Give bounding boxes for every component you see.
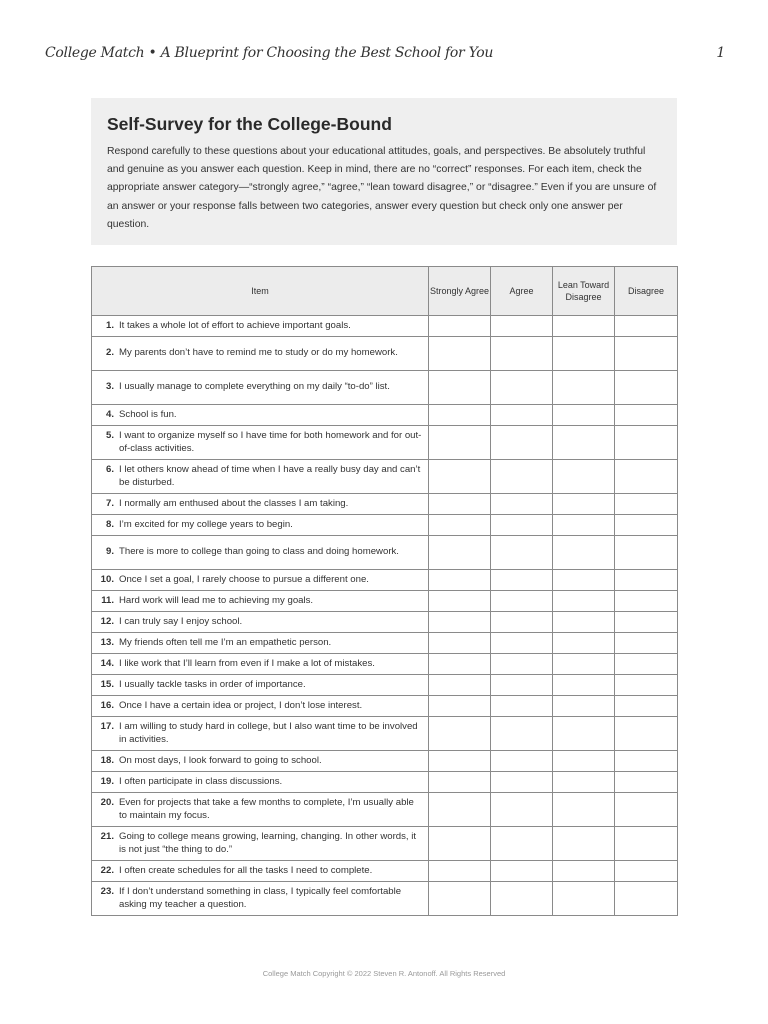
item-number: 10. (100, 573, 114, 585)
table-row (92, 426, 678, 460)
answer-cell-strongly-agree[interactable] (429, 515, 491, 536)
table-body (92, 316, 678, 916)
answer-cell-agree[interactable] (491, 633, 553, 654)
answer-cell-strongly-agree[interactable] (429, 772, 491, 793)
answer-cell-disagree[interactable] (615, 861, 678, 882)
table-row (92, 371, 678, 405)
answer-cell-agree[interactable] (491, 793, 553, 827)
answer-cell-lean-toward-disagree[interactable] (553, 612, 615, 633)
table-row (92, 793, 678, 827)
answer-cell-lean-toward-disagree[interactable] (553, 717, 615, 751)
header-disagree: Disagree (615, 267, 678, 316)
answer-cell-lean-toward-disagree[interactable] (553, 827, 615, 861)
answer-cell-lean-toward-disagree[interactable] (553, 570, 615, 591)
item-cell (92, 654, 429, 675)
answer-cell-strongly-agree[interactable] (429, 460, 491, 494)
table-row (92, 460, 678, 494)
item-text: I like work that I’ll learn from even if I make a lot of mistakes. (119, 657, 375, 669)
answer-cell-lean-toward-disagree[interactable] (553, 337, 615, 371)
book-title: College Match • A Blueprint for Choosing the Best School for You (45, 45, 494, 61)
copyright-footer: College Match Copyright © 2022 Steven R. Antonoff. All Rights Reserved (262, 969, 506, 978)
item-text: Once I have a certain idea or project, I don’t lose interest. (119, 699, 363, 711)
item-number: 13. (100, 636, 114, 648)
item-text: School is fun. (119, 408, 177, 420)
item-text: It takes a whole lot of effort to achieve important goals. (119, 319, 351, 331)
item-text: My parents don’t have to remind me to study or do my homework. (119, 347, 398, 359)
running-head (45, 45, 725, 65)
table-row (92, 675, 678, 696)
item-cell (92, 751, 429, 772)
answer-cell-disagree[interactable] (615, 675, 678, 696)
answer-cell-strongly-agree[interactable] (429, 696, 491, 717)
item-cell (92, 460, 429, 494)
answer-cell-disagree[interactable] (615, 633, 678, 654)
item-number: 18. (100, 754, 114, 766)
answer-cell-lean-toward-disagree[interactable] (553, 591, 615, 612)
item-text: There is more to college than going to class and doing homework. (119, 546, 399, 558)
item-cell (92, 861, 429, 882)
answer-cell-agree[interactable] (491, 337, 553, 371)
table-header-row (92, 267, 678, 316)
answer-cell-lean-toward-disagree[interactable] (553, 316, 615, 337)
answer-cell-disagree[interactable] (615, 494, 678, 515)
table-row (92, 772, 678, 793)
answer-cell-agree[interactable] (491, 405, 553, 426)
answer-cell-strongly-agree[interactable] (429, 751, 491, 772)
answer-cell-disagree[interactable] (615, 882, 678, 916)
answer-cell-disagree[interactable] (615, 654, 678, 675)
item-cell (92, 371, 429, 405)
item-number: 21. (100, 831, 114, 842)
answer-cell-strongly-agree[interactable] (429, 793, 491, 827)
item-number: 4. (105, 408, 114, 420)
item-number: 15. (100, 678, 114, 690)
answer-cell-strongly-agree[interactable] (429, 654, 491, 675)
answer-cell-disagree[interactable] (615, 515, 678, 536)
table-row (92, 751, 678, 772)
item-cell (92, 717, 429, 751)
answer-cell-disagree[interactable] (615, 772, 678, 793)
answer-cell-lean-toward-disagree[interactable] (553, 772, 615, 793)
table-row (92, 717, 678, 751)
survey-table (91, 266, 678, 916)
item-text: I am willing to study hard in college, but I also want time to be involved in activities. (119, 721, 418, 745)
item-cell (92, 337, 429, 371)
answer-cell-lean-toward-disagree[interactable] (553, 405, 615, 426)
answer-cell-lean-toward-disagree[interactable] (553, 426, 615, 460)
item-number: 9. (105, 546, 114, 558)
table-row (92, 494, 678, 515)
answer-cell-lean-toward-disagree[interactable] (553, 371, 615, 405)
answer-cell-agree[interactable] (491, 654, 553, 675)
answer-cell-strongly-agree[interactable] (429, 536, 491, 570)
answer-cell-lean-toward-disagree[interactable] (553, 793, 615, 827)
table-row (92, 337, 678, 371)
item-text: Going to college means growing, learning, changing. In other words, it is not just “the thing to do.” (119, 831, 417, 855)
table-row (92, 827, 678, 861)
answer-cell-strongly-agree[interactable] (429, 494, 491, 515)
item-text: Once I set a goal, I rarely choose to pursue a different one. (119, 573, 369, 585)
table-row (92, 316, 678, 337)
table-row (92, 882, 678, 916)
answer-cell-strongly-agree[interactable] (429, 405, 491, 426)
answer-cell-disagree[interactable] (615, 827, 678, 861)
answer-cell-agree[interactable] (491, 316, 553, 337)
answer-cell-disagree[interactable] (615, 460, 678, 494)
table-row (92, 591, 678, 612)
item-cell (92, 570, 429, 591)
item-cell (92, 591, 429, 612)
answer-cell-disagree[interactable] (615, 426, 678, 460)
item-text: I often participate in class discussions. (119, 775, 283, 787)
answer-cell-lean-toward-disagree[interactable] (553, 460, 615, 494)
table-row (92, 612, 678, 633)
item-cell (92, 426, 429, 460)
page-number: 1 (716, 45, 725, 61)
answer-cell-agree[interactable] (491, 494, 553, 515)
answer-cell-strongly-agree[interactable] (429, 717, 491, 751)
item-text: On most days, I look forward to going to school. (119, 754, 322, 766)
item-number: 16. (100, 699, 114, 711)
survey-instructions: Respond carefully to these questions about your educational attitudes, goals, and perspectives. Be absolutely truthful and genuine as you answer each question. Keep in mind, there are no “correct” responses. For each item, check the appropriate answer category—“strongly agree,” “agree,” “lean toward disagree,” or “disagree.” Even if you are unsure of an answer or your response falls between two categories, answer every question but check only one answer per question. (107, 146, 657, 230)
intro-box (91, 98, 677, 245)
answer-cell-strongly-agree[interactable] (429, 426, 491, 460)
item-text: I let others know ahead of time when I have a really busy day and can’t be disturbed. (119, 464, 421, 488)
item-number: 14. (100, 657, 114, 669)
item-cell (92, 633, 429, 654)
answer-cell-strongly-agree[interactable] (429, 337, 491, 371)
item-cell (92, 675, 429, 696)
table-row (92, 570, 678, 591)
answer-cell-disagree[interactable] (615, 337, 678, 371)
table-row (92, 405, 678, 426)
answer-cell-strongly-agree[interactable] (429, 612, 491, 633)
answer-cell-lean-toward-disagree[interactable] (553, 515, 615, 536)
table-row (92, 633, 678, 654)
table-row (92, 861, 678, 882)
answer-cell-agree[interactable] (491, 612, 553, 633)
answer-cell-strongly-agree[interactable] (429, 827, 491, 861)
item-text: I can truly say I enjoy school. (119, 615, 243, 627)
item-text: My friends often tell me I’m an empathetic person. (119, 636, 332, 648)
answer-cell-strongly-agree[interactable] (429, 882, 491, 916)
item-number: 3. (105, 381, 114, 393)
answer-cell-lean-toward-disagree[interactable] (553, 861, 615, 882)
answer-cell-lean-toward-disagree[interactable] (553, 882, 615, 916)
item-cell (92, 494, 429, 515)
item-number: 2. (105, 347, 114, 359)
answer-cell-disagree[interactable] (615, 717, 678, 751)
item-cell (92, 515, 429, 536)
item-cell (92, 405, 429, 426)
answer-cell-disagree[interactable] (615, 793, 678, 827)
answer-cell-agree[interactable] (491, 827, 553, 861)
answer-cell-agree[interactable] (491, 591, 553, 612)
item-number: 6. (105, 464, 114, 475)
answer-cell-agree[interactable] (491, 675, 553, 696)
item-text: If I don’t understand something in class, I typically feel comfortable asking my teacher a question. (119, 886, 402, 910)
item-text: Hard work will lead me to achieving my goals. (119, 594, 314, 606)
answer-cell-disagree[interactable] (615, 570, 678, 591)
answer-cell-agree[interactable] (491, 426, 553, 460)
header-agree: Agree (491, 267, 553, 316)
item-number: 22. (100, 864, 114, 876)
header-item: Item (92, 267, 429, 316)
item-cell (92, 793, 429, 827)
answer-cell-lean-toward-disagree[interactable] (553, 675, 615, 696)
item-text: I’m excited for my college years to begin. (119, 518, 293, 530)
item-cell (92, 827, 429, 861)
item-cell (92, 316, 429, 337)
answer-cell-agree[interactable] (491, 371, 553, 405)
item-number: 23. (100, 886, 114, 897)
item-number: 17. (100, 721, 114, 732)
answer-cell-agree[interactable] (491, 570, 553, 591)
table-row (92, 515, 678, 536)
table-row (92, 654, 678, 675)
answer-cell-disagree[interactable] (615, 591, 678, 612)
header-strongly-agree: Strongly Agree (429, 267, 491, 316)
item-text: I usually manage to complete everything on my daily “to-do” list. (119, 381, 390, 393)
item-cell (92, 772, 429, 793)
answer-cell-strongly-agree[interactable] (429, 591, 491, 612)
answer-cell-disagree[interactable] (615, 612, 678, 633)
item-cell (92, 612, 429, 633)
item-number: 7. (105, 497, 114, 509)
answer-cell-strongly-agree[interactable] (429, 316, 491, 337)
answer-cell-strongly-agree[interactable] (429, 675, 491, 696)
answer-cell-lean-toward-disagree[interactable] (553, 536, 615, 570)
item-number: 11. (101, 594, 114, 606)
item-cell (92, 882, 429, 916)
survey-heading: Self-Survey for the College-Bound (107, 114, 392, 134)
answer-cell-lean-toward-disagree[interactable] (553, 633, 615, 654)
answer-cell-agree[interactable] (491, 861, 553, 882)
table-row (92, 696, 678, 717)
item-number: 12. (100, 615, 114, 627)
answer-cell-lean-toward-disagree[interactable] (553, 494, 615, 515)
table-row (92, 536, 678, 570)
answer-cell-disagree[interactable] (615, 371, 678, 405)
item-number: 5. (105, 430, 114, 441)
answer-cell-disagree[interactable] (615, 751, 678, 772)
item-text: Even for projects that take a few months to complete, I’m usually able to maintain my focus. (119, 797, 414, 821)
answer-cell-disagree[interactable] (615, 405, 678, 426)
item-text: I normally am enthused about the classes I am taking. (119, 497, 349, 509)
answer-cell-lean-toward-disagree[interactable] (553, 654, 615, 675)
item-text: I usually tackle tasks in order of importance. (119, 678, 306, 690)
answer-cell-agree[interactable] (491, 882, 553, 916)
item-number: 19. (100, 775, 114, 787)
item-text: I want to organize myself so I have time for both homework and for out-of-class activities. (119, 430, 422, 454)
header-lean-toward-disagree: Lean Toward Disagree (553, 267, 615, 316)
answer-cell-lean-toward-disagree[interactable] (553, 696, 615, 717)
answer-cell-disagree[interactable] (615, 316, 678, 337)
item-number: 20. (100, 797, 114, 808)
answer-cell-disagree[interactable] (615, 696, 678, 717)
answer-cell-lean-toward-disagree[interactable] (553, 751, 615, 772)
answer-cell-strongly-agree[interactable] (429, 861, 491, 882)
answer-cell-strongly-agree[interactable] (429, 371, 491, 405)
answer-cell-disagree[interactable] (615, 536, 678, 570)
answer-cell-strongly-agree[interactable] (429, 570, 491, 591)
item-number: 1. (105, 319, 114, 331)
item-text: I often create schedules for all the tasks I need to complete. (119, 864, 373, 876)
answer-cell-agree[interactable] (491, 717, 553, 751)
answer-cell-agree[interactable] (491, 460, 553, 494)
answer-cell-agree[interactable] (491, 536, 553, 570)
answer-cell-agree[interactable] (491, 772, 553, 793)
answer-cell-agree[interactable] (491, 515, 553, 536)
item-cell (92, 536, 429, 570)
answer-cell-agree[interactable] (491, 751, 553, 772)
answer-cell-agree[interactable] (491, 696, 553, 717)
item-number: 8. (105, 518, 114, 530)
answer-cell-strongly-agree[interactable] (429, 633, 491, 654)
item-cell (92, 696, 429, 717)
